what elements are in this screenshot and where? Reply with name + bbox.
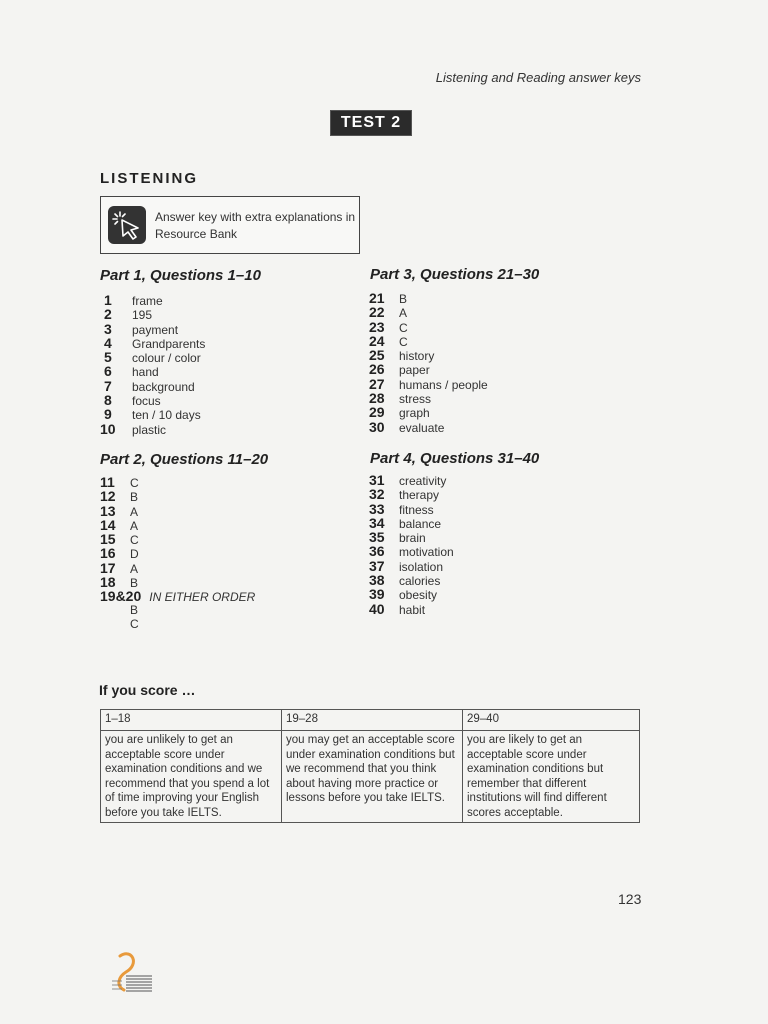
list-item: [104, 406, 205, 423]
answer: focus: [132, 394, 161, 409]
list-item: [104, 306, 205, 323]
part-1-title: Part 1, Questions 1–10: [100, 267, 261, 284]
list-item: [369, 304, 488, 321]
table-row: [101, 710, 640, 731]
question-number: 8: [104, 392, 112, 409]
question-number: 26: [369, 361, 385, 378]
question-number: 37: [369, 557, 385, 574]
answer: A: [130, 504, 139, 519]
answer: B: [130, 576, 139, 591]
list-item: [100, 488, 255, 505]
question-number: 30: [369, 418, 385, 435]
list-item: [369, 586, 454, 603]
answer: stress: [399, 392, 432, 407]
question-number: 2: [104, 306, 112, 323]
answer: A: [130, 561, 139, 576]
list-item: [369, 376, 488, 390]
list-item: [104, 292, 205, 306]
list-item: [100, 517, 255, 531]
list-item: [369, 419, 488, 433]
list-item: [104, 392, 205, 409]
part-3-title: Part 3, Questions 21–30: [370, 266, 540, 283]
answer: B: [130, 602, 139, 617]
answer: therapy: [399, 488, 440, 503]
answer: Grandparents: [132, 336, 206, 351]
answer: colour / color: [132, 351, 201, 366]
part-2-title: Part 2, Questions 11–20: [100, 451, 269, 468]
list-item: [369, 347, 488, 364]
answer: B: [130, 490, 139, 505]
list-item: [369, 333, 488, 347]
question-number: 9: [104, 406, 112, 423]
list-item: [369, 472, 454, 486]
score-advice: you may get an acceptable score under examination conditions but we recommend that you think about having more practice or lessons before you take IELTS.: [282, 731, 463, 823]
table-row: [101, 731, 640, 823]
question-number: 34: [369, 514, 385, 531]
question-number: 31: [369, 472, 385, 488]
list-item: [104, 363, 205, 380]
question-number: 3: [104, 320, 112, 337]
list-item: [369, 515, 454, 529]
answer: A: [130, 518, 139, 533]
answer: C: [399, 320, 408, 335]
question-number: 10: [100, 420, 116, 437]
score-range: 29–40: [463, 710, 640, 731]
list-item: [100, 531, 255, 548]
score-range: 1–18: [101, 710, 282, 731]
answer: creativity: [399, 474, 447, 488]
score-advice: you are likely to get an acceptable score under examination conditions but remember that different institutions will find different scores acceptable.: [463, 731, 640, 823]
part-3-answers: [369, 290, 488, 433]
score-table: [100, 709, 640, 823]
part-1-answers: [100, 292, 206, 437]
question-number: 27: [369, 375, 385, 392]
question-number: 32: [369, 486, 385, 503]
list-item: [369, 319, 488, 333]
question-number: 14: [100, 516, 116, 533]
answer: C: [130, 533, 139, 548]
list-item: [104, 335, 205, 349]
list-item: [369, 404, 488, 421]
question-number: 25: [369, 347, 385, 364]
answer: frame: [132, 294, 163, 308]
answer: motivation: [399, 545, 454, 560]
score-range: 19–28: [282, 710, 463, 731]
question-number: 24: [369, 332, 385, 349]
score-title: If you score …: [99, 682, 196, 698]
question-number: 12: [100, 488, 116, 505]
test-badge: TEST 2: [330, 110, 412, 136]
list-item: [100, 420, 205, 437]
question-number: 18: [100, 574, 116, 591]
question-number: 17: [100, 559, 116, 576]
answer: ten / 10 days: [132, 408, 201, 423]
question-number: 40: [369, 600, 385, 617]
section-title: LISTENING: [100, 170, 199, 187]
list-item: [100, 560, 255, 574]
list-item: [104, 378, 205, 392]
answer: calories: [399, 574, 441, 589]
answer: evaluate: [399, 420, 445, 435]
list-item: [100, 545, 255, 562]
answer: C: [130, 476, 139, 490]
part-4-answers: [369, 472, 454, 615]
question-number: 21: [369, 290, 385, 306]
part-2-answers: [100, 474, 255, 631]
list-item: [369, 486, 454, 503]
answer: plastic: [132, 422, 167, 437]
list-item: [369, 501, 454, 515]
list-item: [369, 529, 454, 546]
answer: D: [130, 547, 139, 562]
question-number: 11: [100, 474, 115, 490]
answer: humans / people: [399, 377, 488, 392]
question-number: 35: [369, 529, 385, 546]
answer: 195: [132, 308, 153, 323]
list-item: [369, 290, 488, 304]
question-number: 5: [104, 349, 112, 366]
answer: history: [399, 349, 435, 364]
question-number: 6: [104, 363, 112, 380]
question-number: 7: [104, 377, 112, 394]
question-number: 36: [369, 543, 385, 560]
list-item: [100, 474, 255, 488]
running-head: Listening and Reading answer keys: [435, 70, 641, 85]
cursor-click-icon: [108, 206, 146, 244]
answer: C: [399, 334, 408, 349]
list-item: [369, 601, 454, 615]
list-item: [369, 361, 488, 378]
list-item: [104, 321, 205, 335]
answer: balance: [399, 516, 442, 531]
question-number: 28: [369, 390, 385, 407]
question-number: 19&20: [100, 588, 142, 605]
question-number: 38: [369, 572, 385, 589]
question-number: 16: [100, 545, 116, 562]
list-item: [100, 574, 255, 591]
question-number: 13: [100, 502, 116, 519]
answer: background: [132, 379, 195, 394]
publisher-logo-icon: [110, 950, 160, 1005]
answer: habit: [399, 602, 426, 617]
answer: brain: [399, 531, 426, 546]
answer: paper: [399, 363, 430, 378]
list-item: [100, 503, 255, 517]
question-number: 1: [104, 292, 112, 308]
score-advice: you are unlikely to get an acceptable score under examination conditions and we recommend that you spend a lot of time improving your English before you take IELTS.: [101, 731, 282, 823]
answer: A: [399, 306, 408, 321]
resource-note: [100, 196, 360, 254]
list-item: [104, 349, 205, 366]
answer: B: [399, 292, 408, 306]
answer: graph: [399, 406, 430, 421]
question-number: 23: [369, 318, 385, 335]
question-number: 22: [369, 304, 385, 321]
answer: payment: [132, 322, 179, 337]
question-number: 33: [369, 500, 385, 517]
question-number: 4: [104, 334, 112, 351]
list-item: [369, 390, 488, 407]
answer: C: [130, 616, 139, 631]
question-number: 15: [100, 531, 116, 548]
list-item: [369, 572, 454, 589]
part-4-title: Part 4, Questions 31–40: [370, 450, 540, 467]
answer: fitness: [399, 502, 434, 517]
question-number: 39: [369, 586, 385, 603]
answer: isolation: [399, 559, 444, 574]
question-number: 29: [369, 404, 385, 421]
list-item: [369, 543, 454, 560]
resource-note-text: Answer key with extra explanations in Resource Bank: [155, 210, 356, 241]
answer: obesity: [399, 588, 438, 603]
answer: hand: [132, 365, 159, 380]
list-item: [100, 588, 256, 605]
page-number: 123: [618, 891, 642, 907]
list-item: [369, 558, 454, 572]
either-order-note: IN EITHER ORDER: [149, 590, 256, 605]
